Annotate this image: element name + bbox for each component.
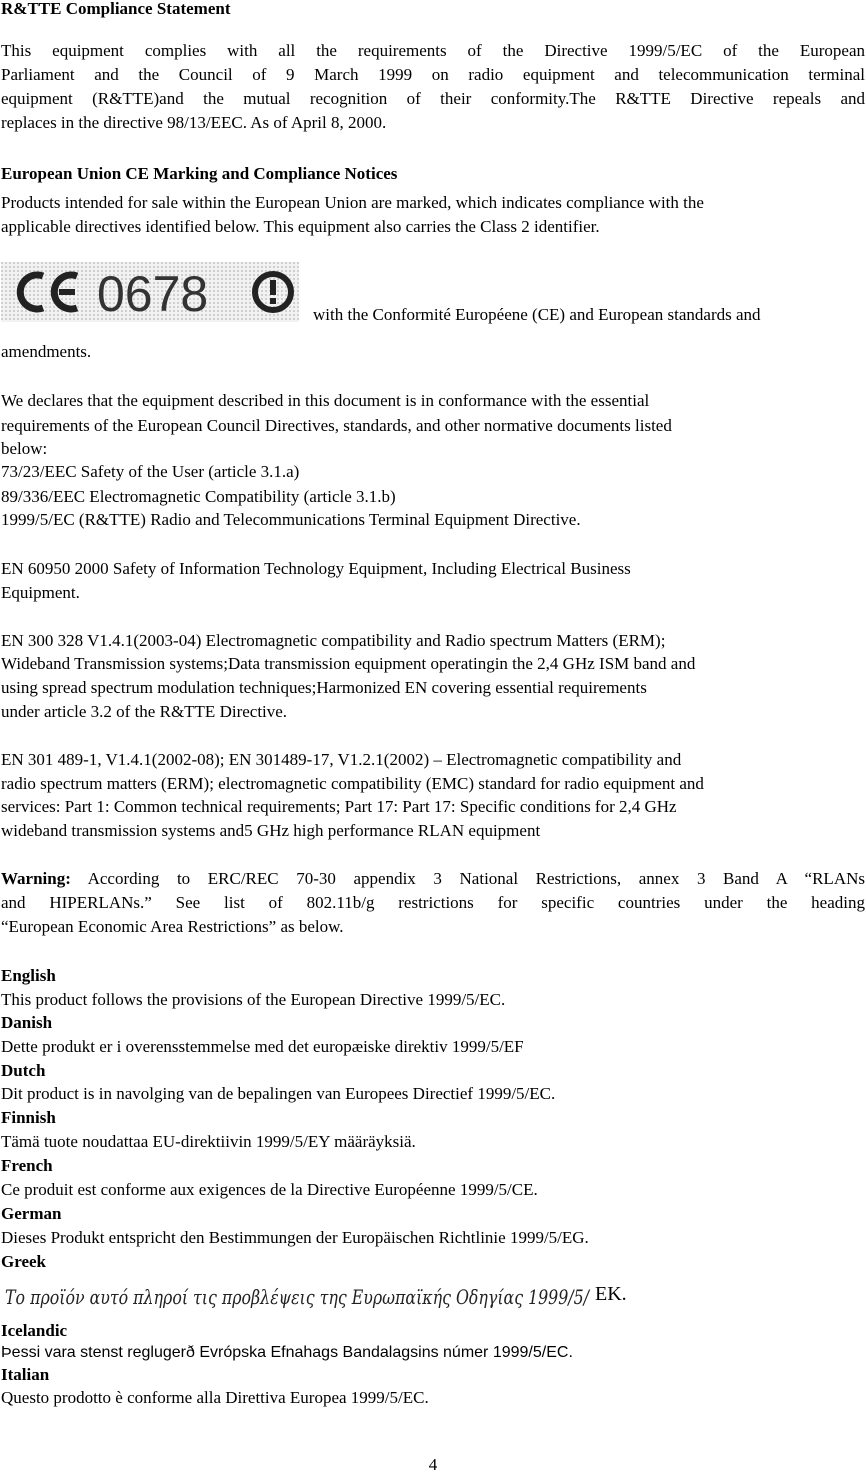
eu-line-2: applicable directives identified below. This equipment also carries the Class 2 identifier.: [1, 217, 600, 236]
svg-text:0678: 0678: [97, 266, 209, 322]
language-name-french: French: [1, 1156, 53, 1175]
language-name-finnish: Finnish: [1, 1108, 56, 1127]
ce-text-line-1: with the Conformité Européene (CE) and European standards and: [313, 305, 761, 324]
language-name-greek: Greek: [1, 1252, 47, 1271]
en301489-line-2: radio spectrum matters (ERM); electromagnetic compatibility (EMC) standard for radio equipment and: [1, 774, 704, 793]
declaration-line-3: below:: [1, 439, 48, 458]
rtte-line-2: Parliament and the Council of 9 March 1999 on radio equipment and telecommunication terminal: [1, 65, 865, 84]
language-name-italian: Italian: [1, 1365, 50, 1384]
rtte-heading: R&TTE Compliance Statement: [1, 0, 231, 18]
rtte-line-4: replaces in the directive 98/13/EEC. As of April 8, 2000.: [1, 113, 387, 132]
rtte-line-1: This equipment complies with all the requirements of the Directive 1999/5/EC of the European: [1, 41, 865, 60]
directive-item: 1999/5/EC (R&TTE) Radio and Telecommunications Terminal Equipment Directive.: [1, 510, 581, 529]
warning-line-1: [1, 868, 865, 891]
declaration-line-2: requirements of the European Council Directives, standards, and other normative documents listed: [1, 416, 672, 435]
ce-mark-logo: [1, 262, 299, 322]
en301489-line-1: EN 301 489-1, V1.4.1(2002-08); EN 301489-17, V1.2.1(2002) – Electromagnetic compatibility and: [1, 750, 682, 769]
language-text-icelandic: Þessi vara stenst reglugerð Evrópska Efnahags Bandalagsins númer 1999/5/EC.: [1, 1344, 573, 1361]
ce-text-line-2: amendments.: [1, 342, 92, 361]
language-name-english: English: [1, 966, 56, 985]
language-text-greek-suffix: EK.: [595, 1283, 627, 1305]
en301489-line-4: wideband transmission systems and5 GHz high performance RLAN equipment: [1, 821, 541, 840]
language-text-greek: Το προϊόν αυτό πληροί τις προβλέψεις της Ευρωπαϊκής Οδηγίας 1999/5/: [5, 1286, 591, 1309]
directive-item: 73/23/EEC Safety of the User (article 3.1.a): [1, 462, 300, 481]
language-text-dutch: Dit product is in navolging van de bepalingen van Europees Directief 1999/5/EC.: [1, 1084, 556, 1103]
en60950-line-1: EN 60950 2000 Safety of Information Technology Equipment, Including Electrical Business: [1, 559, 631, 578]
eu-line-1: Products intended for sale within the European Union are marked, which indicates compliance with the: [1, 193, 704, 212]
warning-line-2: and HIPERLANs.” See list of 802.11b/g restrictions for specific countries under the heading: [1, 893, 865, 912]
en300328-line-3: using spread spectrum modulation techniques;Harmonized EN covering essential requirements: [1, 678, 647, 697]
language-name-danish: Danish: [1, 1013, 53, 1032]
en300328-line-4: under article 3.2 of the R&TTE Directive.: [1, 702, 288, 721]
en301489-line-3: services: Part 1: Common technical requirements; Part 17: Part 17: Specific conditions for 2,4 GHz: [1, 797, 677, 816]
language-text-german: Dieses Produkt entspricht den Bestimmungen der Europäischen Richtlinie 1999/5/EG.: [1, 1228, 589, 1247]
eu-heading: European Union CE Marking and Compliance Notices: [1, 164, 398, 183]
warning-text: According to ERC/REC 70-30 appendix 3 National Restrictions, annex 3 Band A “RLANs: [87, 869, 865, 888]
en300328-line-2: Wideband Transmission systems;Data transmission equipment operatingin the 2,4 GHz ISM band and: [1, 654, 696, 673]
language-text-finnish: Tämä tuote noudattaa EU-direktiivin 1999/5/EY määräyksiä.: [1, 1132, 416, 1151]
language-name-icelandic: Icelandic: [1, 1321, 68, 1340]
declaration-line-1: We declares that the equipment described in this document is in conformance with the essential: [1, 391, 650, 410]
greek-text-image: [1, 1279, 593, 1313]
en60950-line-2: Equipment.: [1, 583, 80, 602]
warning-label: Warning:: [1, 869, 71, 888]
language-name-dutch: Dutch: [1, 1061, 46, 1080]
rtte-line-3: equipment (R&TTE)and the mutual recognition of their conformity.The R&TTE Directive repeals and: [1, 89, 865, 108]
language-text-danish: Dette produkt er i overensstemmelse med det europæiske direktiv 1999/5/EF: [1, 1037, 524, 1056]
language-text-french: Ce produit est conforme aux exigences de la Directive Européenne 1999/5/CE.: [1, 1180, 538, 1199]
language-text-english: This product follows the provisions of the European Directive 1999/5/EC.: [1, 990, 506, 1009]
language-name-german: German: [1, 1204, 62, 1223]
warning-line-3: “European Economic Area Restrictions” as below.: [1, 917, 344, 936]
language-text-italian: Questo prodotto è conforme alla Direttiva Europea 1999/5/EC.: [1, 1388, 429, 1407]
page-number: 4: [428, 1455, 438, 1474]
directive-item: 89/336/EEC Electromagnetic Compatibility (article 3.1.b): [1, 487, 396, 506]
en300328-line-1: EN 300 328 V1.4.1(2003-04) Electromagnetic compatibility and Radio spectrum Matters (ERM);: [1, 631, 666, 650]
